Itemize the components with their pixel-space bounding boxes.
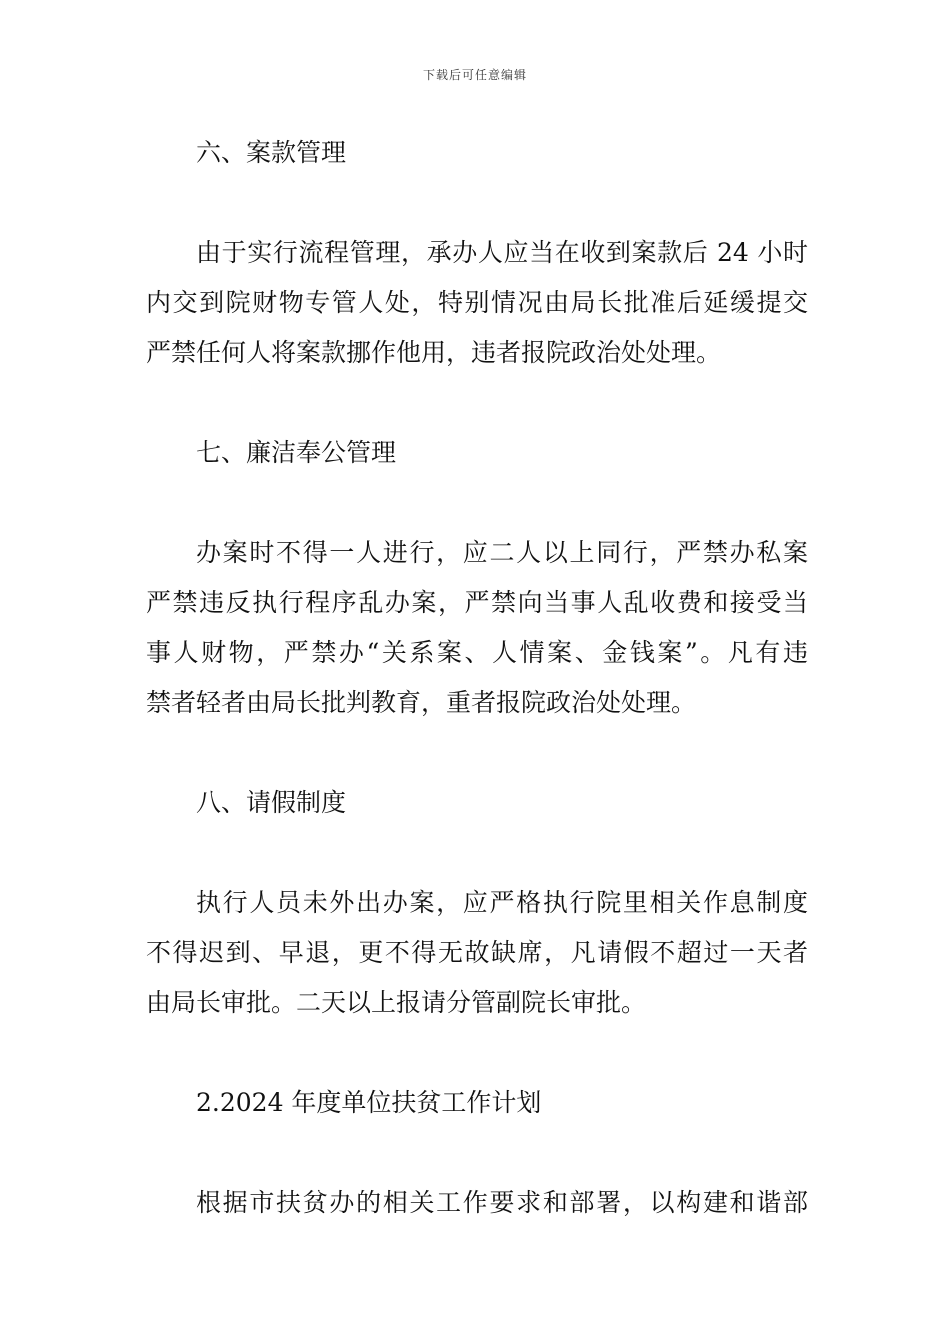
paragraph-line: 严禁违反执行程序乱办案，严禁向当事人乱收费和接受当	[146, 588, 808, 617]
paragraph-line: 不得迟到、早退，更不得无故缺席，凡请假不超过一天者	[146, 938, 808, 967]
section-heading-case-funds: 六、案款管理	[196, 138, 347, 167]
paragraph-line: 根据市扶贫办的相关工作要求和部署，以构建和谐部	[196, 1188, 808, 1217]
paragraph-line: 由于实行流程管理，承办人应当在收到案款后 24 小时	[196, 238, 808, 267]
section-heading-leave-policy: 八、请假制度	[196, 788, 347, 817]
paragraph-integrity	[146, 528, 808, 728]
document-body	[146, 128, 808, 1278]
header-note: 下载后可任意编辑	[422, 68, 527, 82]
paragraph-line: 内交到院财物专管人处，特别情况由局长批准后延缓提交	[146, 288, 808, 317]
section-heading-poverty-plan: 2.2024 年度单位扶贫工作计划	[196, 1088, 542, 1117]
paragraph-line: 执行人员未外出办案，应严格执行院里相关作息制度	[196, 888, 808, 917]
paragraph-line: 事人财物，严禁办“关系案、人情案、金钱案”。凡有违	[146, 638, 808, 667]
paragraph-line: 由局长审批。二天以上报请分管副院长审批。	[146, 988, 647, 1017]
paragraph-poverty-plan	[146, 1178, 808, 1228]
paragraph-case-funds	[146, 228, 808, 378]
paragraph-line: 严禁任何人将案款挪作他用，违者报院政治处处理。	[146, 338, 722, 367]
paragraph-line: 禁者轻者由局长批判教育，重者报院政治处处理。	[146, 688, 697, 717]
paragraph-line: 办案时不得一人进行，应二人以上同行，严禁办私案	[196, 538, 808, 567]
paragraph-leave-policy	[146, 878, 808, 1028]
section-heading-integrity: 七、廉洁奉公管理	[196, 438, 397, 467]
